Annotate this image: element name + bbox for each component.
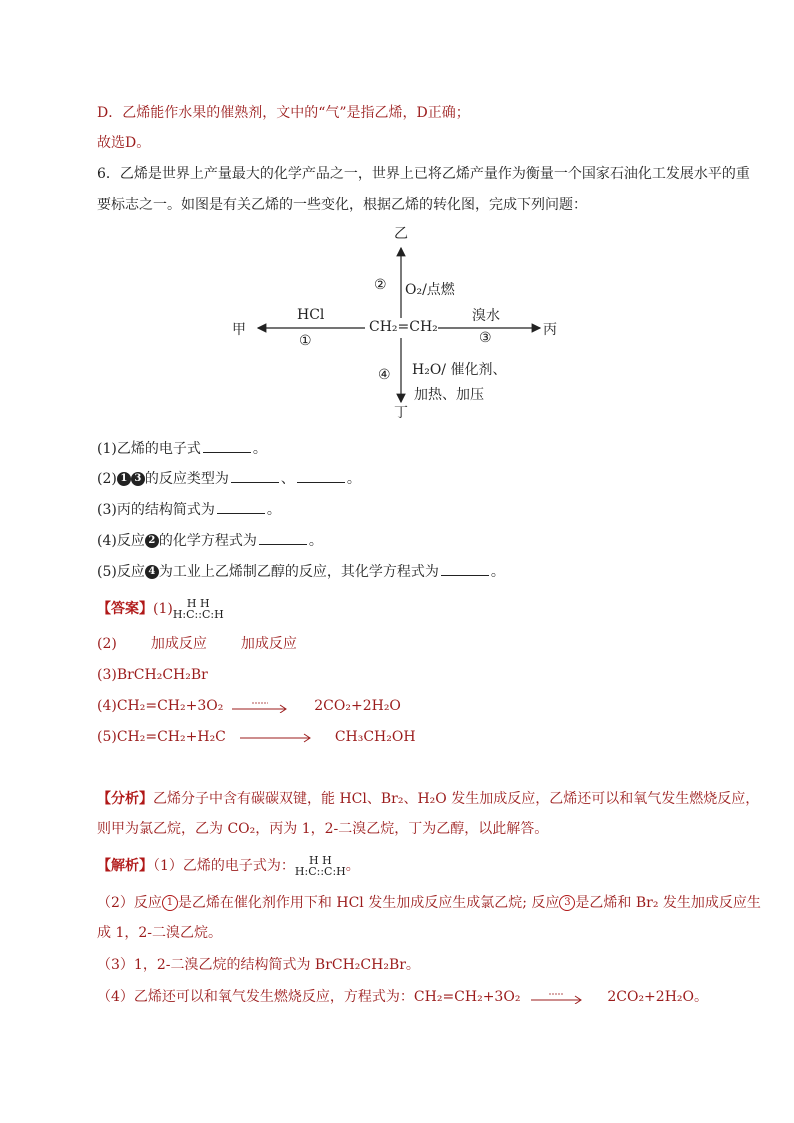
blank-4 (259, 530, 307, 545)
reagent-o2: O₂/点燃 (405, 282, 455, 298)
question-6-line1: 6．乙烯是世界上产量最大的化学产品之一，世界上已将乙烯产量作为衡量一个国家石油化工发展水平的重 (97, 166, 750, 182)
question-5: (5)反应 4 为工业上乙烯制乙醇的反应，其化学方程式为 。 (97, 561, 505, 582)
solution-4: （4）乙烯还可以和氧气发生燃烧反应，方程式为：CH₂=CH₂+3O₂ 2CO₂+2H₂O。 (97, 989, 708, 1005)
label-4: ④ (378, 367, 391, 383)
answer-1: 【答案】(1) H H H:C::C:H (97, 597, 224, 621)
circled-number-1: 1 (117, 472, 131, 486)
blank-5 (441, 561, 489, 576)
reagent-bromine: 溴水 (472, 308, 500, 324)
label-1: ① (299, 333, 312, 349)
answer-4: (4)CH₂=CH₂+3O₂ 2CO₂+2H₂O (97, 698, 401, 714)
analysis-label: 【分析】 (97, 791, 153, 807)
question-4: (4)反应 2 的化学方程式为 。 (97, 530, 323, 551)
blank-3 (217, 499, 265, 514)
question-3: (3)丙的结构简式为 。 (97, 499, 281, 520)
answer-3: (3)BrCH₂CH₂Br (97, 667, 208, 683)
question-2: (2) 1 3 的反应类型为 、 。 (97, 468, 361, 489)
circled-number-4: 4 (145, 565, 159, 579)
product-ding: 丁 (394, 405, 408, 421)
reaction-arrow-5 (238, 730, 314, 744)
answer-2: (2) 加成反应 加成反应 (97, 636, 297, 652)
reagent-hcl: HCl (297, 307, 325, 323)
reaction-arrow-s4 (529, 990, 585, 1004)
question-1: (1)乙烯的电子式 。 (97, 438, 267, 459)
blank-2a (231, 468, 279, 483)
solution-2: （2）反应 1 是乙烯在催化剂作用下和 HCl 发生加成反应生成氯乙烷; 反应 3 是乙烯和 Br₂ 发生加成反应生 (97, 895, 761, 911)
circled-number-2: 2 (145, 534, 159, 548)
blank-2b (297, 468, 345, 483)
product-yi: 乙 (394, 226, 408, 242)
answer-label: 【答案】 (97, 601, 153, 617)
label-2: ② (374, 277, 387, 293)
product-bing: 丙 (543, 322, 557, 338)
blank-1 (203, 438, 251, 453)
ethylene-center: CH₂=CH₂ (369, 319, 438, 335)
circled-number-3: 3 (131, 472, 145, 486)
reagent-water-2: 加热、加压 (414, 387, 484, 403)
reaction-arrow-4 (230, 699, 290, 713)
analysis-line2: 则甲为氯乙烷，乙为 CO₂，丙为 1，2-二溴乙烷，丁为乙醇，以此解答。 (97, 821, 549, 837)
option-d-line: D．乙烯能作水果的催熟剂，文中的“气”是指乙烯，D正确； (97, 105, 470, 121)
choose-line: 故选D。 (97, 135, 151, 151)
solution-electron-formula: H H H:C::C:H (294, 854, 346, 878)
label-3: ③ (479, 330, 492, 346)
solution-label: 【解析】 (97, 858, 153, 874)
solution-1: 【解析】（1）乙烯的电子式为： H H H:C::C:H 。 (97, 854, 360, 878)
answer-5: (5)CH₂=CH₂+H₂C CH₃CH₂OH (97, 729, 416, 745)
analysis-line1: 【分析】乙烯分子中含有碳碳双键，能 HCl、Br₂、H₂O 发生加成反应，乙烯还可以和氧气发生燃烧反应， (97, 791, 760, 807)
question-6-line2: 要标志之一。如图是有关乙烯的一些变化，根据乙烯的转化图，完成下列问题： (97, 197, 587, 213)
circled-number-1: 1 (162, 895, 178, 911)
circled-number-3: 3 (559, 895, 575, 911)
reagent-water-1: H₂O/ 催化剂、 (412, 362, 507, 378)
solution-3: （3）1，2-二溴乙烷的结构简式为 BrCH₂CH₂Br。 (97, 957, 420, 973)
electron-formula: H H H:C::C:H (172, 597, 224, 621)
solution-2-line2: 成 1，2-二溴乙烷。 (97, 925, 222, 941)
product-jia: 甲 (232, 322, 246, 338)
